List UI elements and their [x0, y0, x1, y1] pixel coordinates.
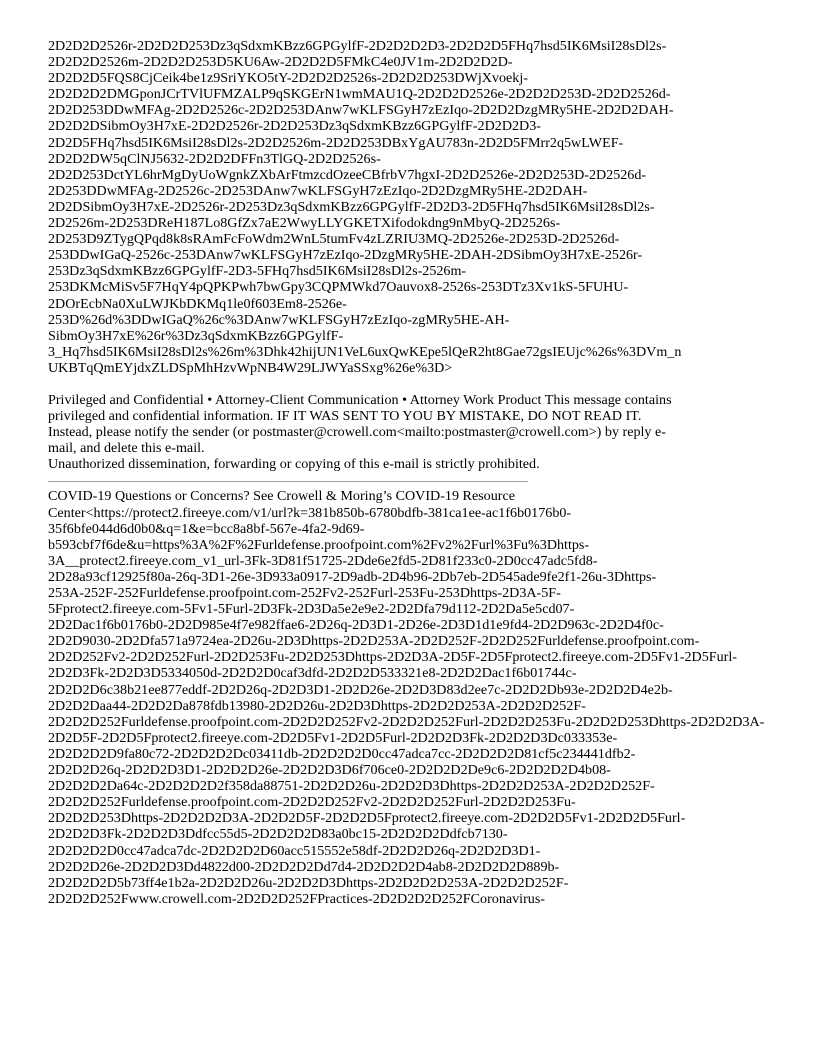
paragraph-gap: [48, 376, 772, 392]
covid-resource-line: 2D2D252Fv2-2D2D252Furl-2D2D253Fu-2D2D253Dhttps-2D2D3A-2D5F-2D5Fprotect2.fireeye.com-2D5Fv1-2D5Furl-: [48, 649, 737, 666]
covid-resource-line: 2D28a93cf12925f80a-26q-3D1-26e-3D933a0917-2D9adb-2D4b96-2Db7eb-2D545ade9fe2f1-26u-3Dhttps-: [48, 568, 657, 585]
covid-resource-line: 2D2D2D252Furldefense.proofpoint.com-2D2D2D252Fv2-2D2D2D252Furl-2D2D2D253Fu-: [48, 794, 576, 811]
covid-resource-line: 2D2D2D2Da64c-2D2D2D2D2f358da88751-2D2D2D26u-2D2D2D3Dhttps-2D2D2D253A-2D2D2D252F-: [48, 778, 655, 795]
covid-resource-line: 2D2D5F-2D2D5Fprotect2.fireeye.com-2D2D5Fv1-2D2D5Furl-2D2D2D3Fk-2D2D2D3Dc033353e-: [48, 729, 618, 746]
encoded-url-line: 253D%26d%3DDwIGaQ%26c%3DAnw7wKLFSGyH7zEzIqo-zgMRy5HE-AH-: [48, 311, 510, 328]
covid-resource-line: 2D2D2D26e-2D2D2D3Dd4822d00-2D2D2D2Dd7d4-2D2D2D2D4ab8-2D2D2D2D889b-: [48, 858, 560, 875]
covid-resource-line: 253A-252F-252Furldefense.proofpoint.com-252Fv2-252Furl-253Fu-253Dhttps-2D3A-5F-: [48, 585, 561, 601]
encoded-url-line: 2DOrEcbNa0XuLWJKbDKMq1le0f603Em8-2526e-: [48, 295, 347, 312]
encoded-url-line: 2D2DSibmOy3H7xE-2D2526r-2D253Dz3qSdxmKBzz6GPGylfF-2D2D3-2D5FHq7hsd5IK6MsiI28sDl2s-: [48, 198, 655, 215]
covid-resource-line: 2D2D2Daa44-2D2D2Da878fdb13980-2D2D26u-2D2D3Dhttps-2D2D2D253A-2D2D2D252F-: [48, 697, 586, 714]
notice-line: Privileged and Confidential • Attorney-Client Communication • Attorney Work Product This message contains: [48, 391, 672, 408]
encoded-url-line: 2D2D2DSibmOy3H7xE-2D2D2526r-2D2D253Dz3qSdxmKBzz6GPGylfF-2D2D2D3-: [48, 118, 541, 135]
covid-resource-line: 5Fprotect2.fireeye.com-5Fv1-5Furl-2D3Fk-2D3Da5e2e9e2-2D2Dfa79d112-2D2Da5e5cd07-: [48, 601, 575, 618]
encoded-url-line: 253DKMcMiSv5F7HqY4pQPKPwh7bwGpy3CQPMWkd7Oauvox8-2526s-253DTz3Xv1kS-5FUHU-: [48, 279, 629, 296]
encoded-url-block: [48, 38, 772, 376]
encoded-url-line: 2D2D2D2526m-2D2D2D253D5KU6Aw-2D2D2D5FMkC4e0JV1m-2D2D2D2D-: [48, 54, 513, 71]
covid-resource-line: b593cbf7f6de&u=https%3A%2F%2Furldefense.proofpoint.com%2Fv2%2Furl%3Fu%3Dhttps-: [48, 536, 590, 553]
encoded-url-line: 2D2D253DDwMFAg-2D2D2526c-2D2D253DAnw7wKLFSGyH7zEzIqo-2D2D2DzgMRy5HE-2D2D2DAH-: [48, 102, 674, 119]
encoded-url-line: SibmOy3H7xE%26r%3Dz3qSdxmKBzz6GPGylfF-: [48, 327, 344, 344]
email-body: [48, 38, 772, 907]
covid-resource-line: 2D2D2D252Furldefense.proofpoint.com-2D2D2D252Fv2-2D2D2D252Furl-2D2D2D253Fu-2D2D2D253Dhttps-2D2D2D3A-: [48, 713, 765, 730]
covid-resource-line: Center<https://protect2.fireeye.com/v1/url?k=381b850b-6780bdfb-381ca1ee-ac1f6b0176b0-: [48, 504, 572, 521]
encoded-url-line: 2D2D5FHq7hsd5IK6MsiI28sDl2s-2D2D2526m-2D2D253DBxYgAU783n-2D2D5FMrr2q5wLWEF-: [48, 134, 624, 151]
encoded-url-line: 2D2D253DctYL6hrMgDyUoWgnkZXbArFtmzcdOzeeCBfrbV7hgxI-2D2D2526e-2D2D253D-2D2526d-: [48, 166, 647, 183]
covid-resource-line: 2D2D2D2D5b73ff4e1b2a-2D2D2D26u-2D2D2D3Dhttps-2D2D2D2D253A-2D2D2D252F-: [48, 874, 569, 891]
covid-resource-line: 2D2D9030-2D2Dfa571a9724ea-2D26u-2D3Dhttps-2D2D253A-2D2D252F-2D2D252Furldefense.proofpoint.com-: [48, 633, 700, 650]
encoded-url-line: 2D253DDwMFAg-2D2526c-2D253DAnw7wKLFSGyH7zEzIqo-2D2DzgMRy5HE-2D2DAH-: [48, 182, 588, 199]
covid-resource-line: 2D2D2D252Fwww.crowell.com-2D2D2D252FPractices-2D2D2D2D252FCoronavirus-: [48, 890, 546, 907]
encoded-url-line: 2D253D9ZTygQPqd8k8sRAmFcFoWdm2WnL5tumFv4zLZRIU3MQ-2D2526e-2D253D-2D2526d-: [48, 231, 620, 248]
encoded-url-line: 2D2D2D5FQS8CjCeik4be1z9SriYKO5tY-2D2D2D2526s-2D2D2D253DWjXvoekj-: [48, 70, 528, 87]
encoded-url-line: 2D2D2D2526r-2D2D2D253Dz3qSdxmKBzz6GPGylfF-2D2D2D2D3-2D2D2D5FHq7hsd5IK6MsiI28sDl2s-: [48, 38, 667, 54]
encoded-url-line: 253Dz3qSdxmKBzz6GPGylfF-2D3-5FHq7hsd5IK6MsiI28sDl2s-2526m-: [48, 263, 467, 280]
covid-resource-line: 2D2D2D26q-2D2D2D3D1-2D2D2D26e-2D2D2D3D6f706ce0-2D2D2D2De9c6-2D2D2D2D4b08-: [48, 762, 611, 779]
encoded-url-line: 3_Hq7hsd5IK6MsiI28sDl2s%26m%3Dhk42hijUN1VeL6uxQwKEpe5lQeR2ht8Gae72gsIEUjc%26s%3DVm_n: [48, 343, 682, 360]
notice-line: Instead, please notify the sender (or postmaster@crowell.com<mailto:postmaster@crowell.com>) by reply e-: [48, 424, 666, 441]
covid-resource-block: [48, 488, 772, 906]
covid-resource-line: 35f6bfe044d6d0b0&q=1&e=bcc8a8bf-567e-4fa2-9d69-: [48, 520, 365, 537]
notice-line: privileged and confidential information. IF IT WAS SENT TO YOU BY MISTAKE, DO NOT READ IT.: [48, 408, 642, 425]
covid-resource-line: 2D2D2D2D9fa80c72-2D2D2D2Dc03411db-2D2D2D2D0cc47adca7cc-2D2D2D2D81cf5c234441dfb2-: [48, 745, 636, 762]
covid-resource-line: 3A__protect2.fireeye.com_v1_url-3Fk-3D81f51725-2Dde6e2fd5-2D81f233c0-2D0cc47adc5fd8-: [48, 552, 598, 569]
covid-resource-line: COVID-19 Questions or Concerns? See Crowell & Moring’s COVID-19 Resource: [48, 488, 515, 505]
covid-resource-line: 2D2D2D3Fk-2D2D2D3Ddfcc55d5-2D2D2D2D83a0bc15-2D2D2D2Ddfcb7130-: [48, 826, 508, 843]
covid-resource-line: 2D2D3Fk-2D2D3D5334050d-2D2D2D0caf3dfd-2D2D2D533321e8-2D2D2Dac1f6b01744c-: [48, 665, 577, 682]
encoded-url-line: 2D2D2D2DMGponJCrTVlUFMZALP9qSKGErN1wmMAU1Q-2D2D2D2526e-2D2D2D253D-2D2D2526d-: [48, 86, 671, 103]
covid-resource-line: 2D2D2D2D0cc47adca7dc-2D2D2D2D60acc515552e58df-2D2D2D26q-2D2D2D3D1-: [48, 842, 541, 859]
covid-resource-line: 2D2Dac1f6b0176b0-2D2D985e4f7e982ffae6-2D26q-2D3D1-2D26e-2D3D1d1e9fd4-2D2D963c-2D2D4f0c-: [48, 617, 664, 634]
encoded-url-line: 253DDwIGaQ-2526c-253DAnw7wKLFSGyH7zEzIqo-2DzgMRy5HE-2DAH-2DSibmOy3H7xE-2526r-: [48, 247, 643, 264]
notice-line: mail, and delete this e-mail.: [48, 440, 205, 457]
notice-line: Unauthorized dissemination, forwarding or copying of this e-mail is strictly prohibited.: [48, 456, 540, 473]
encoded-url-line: 2D2D2DW5qClNJ5632-2D2D2DFFn3TlGQ-2D2D2526s-: [48, 150, 381, 167]
encoded-url-line: 2D2526m-2D253DReH187Lo8GfZx7aE2WwyLLYGKETXifodokdng9nMbyQ-2D2526s-: [48, 215, 561, 232]
confidentiality-notice: [48, 392, 772, 472]
covid-resource-line: 2D2D2D253Dhttps-2D2D2D2D3A-2D2D2D5F-2D2D2D5Fprotect2.fireeye.com-2D2D2D5Fv1-2D2D2D5Furl-: [48, 810, 686, 827]
covid-resource-line: 2D2D2D6c38b21ee877eddf-2D2D26q-2D2D3D1-2D2D26e-2D2D3D83d2ee7c-2D2D2Db93e-2D2D2D4e2b-: [48, 681, 673, 698]
encoded-url-line: UKBTqQmEYjdxZLDSpMhHzvWpNB4W29LJWYaSSxg%26e%3D>: [48, 359, 453, 376]
signature-divider: [48, 481, 528, 482]
